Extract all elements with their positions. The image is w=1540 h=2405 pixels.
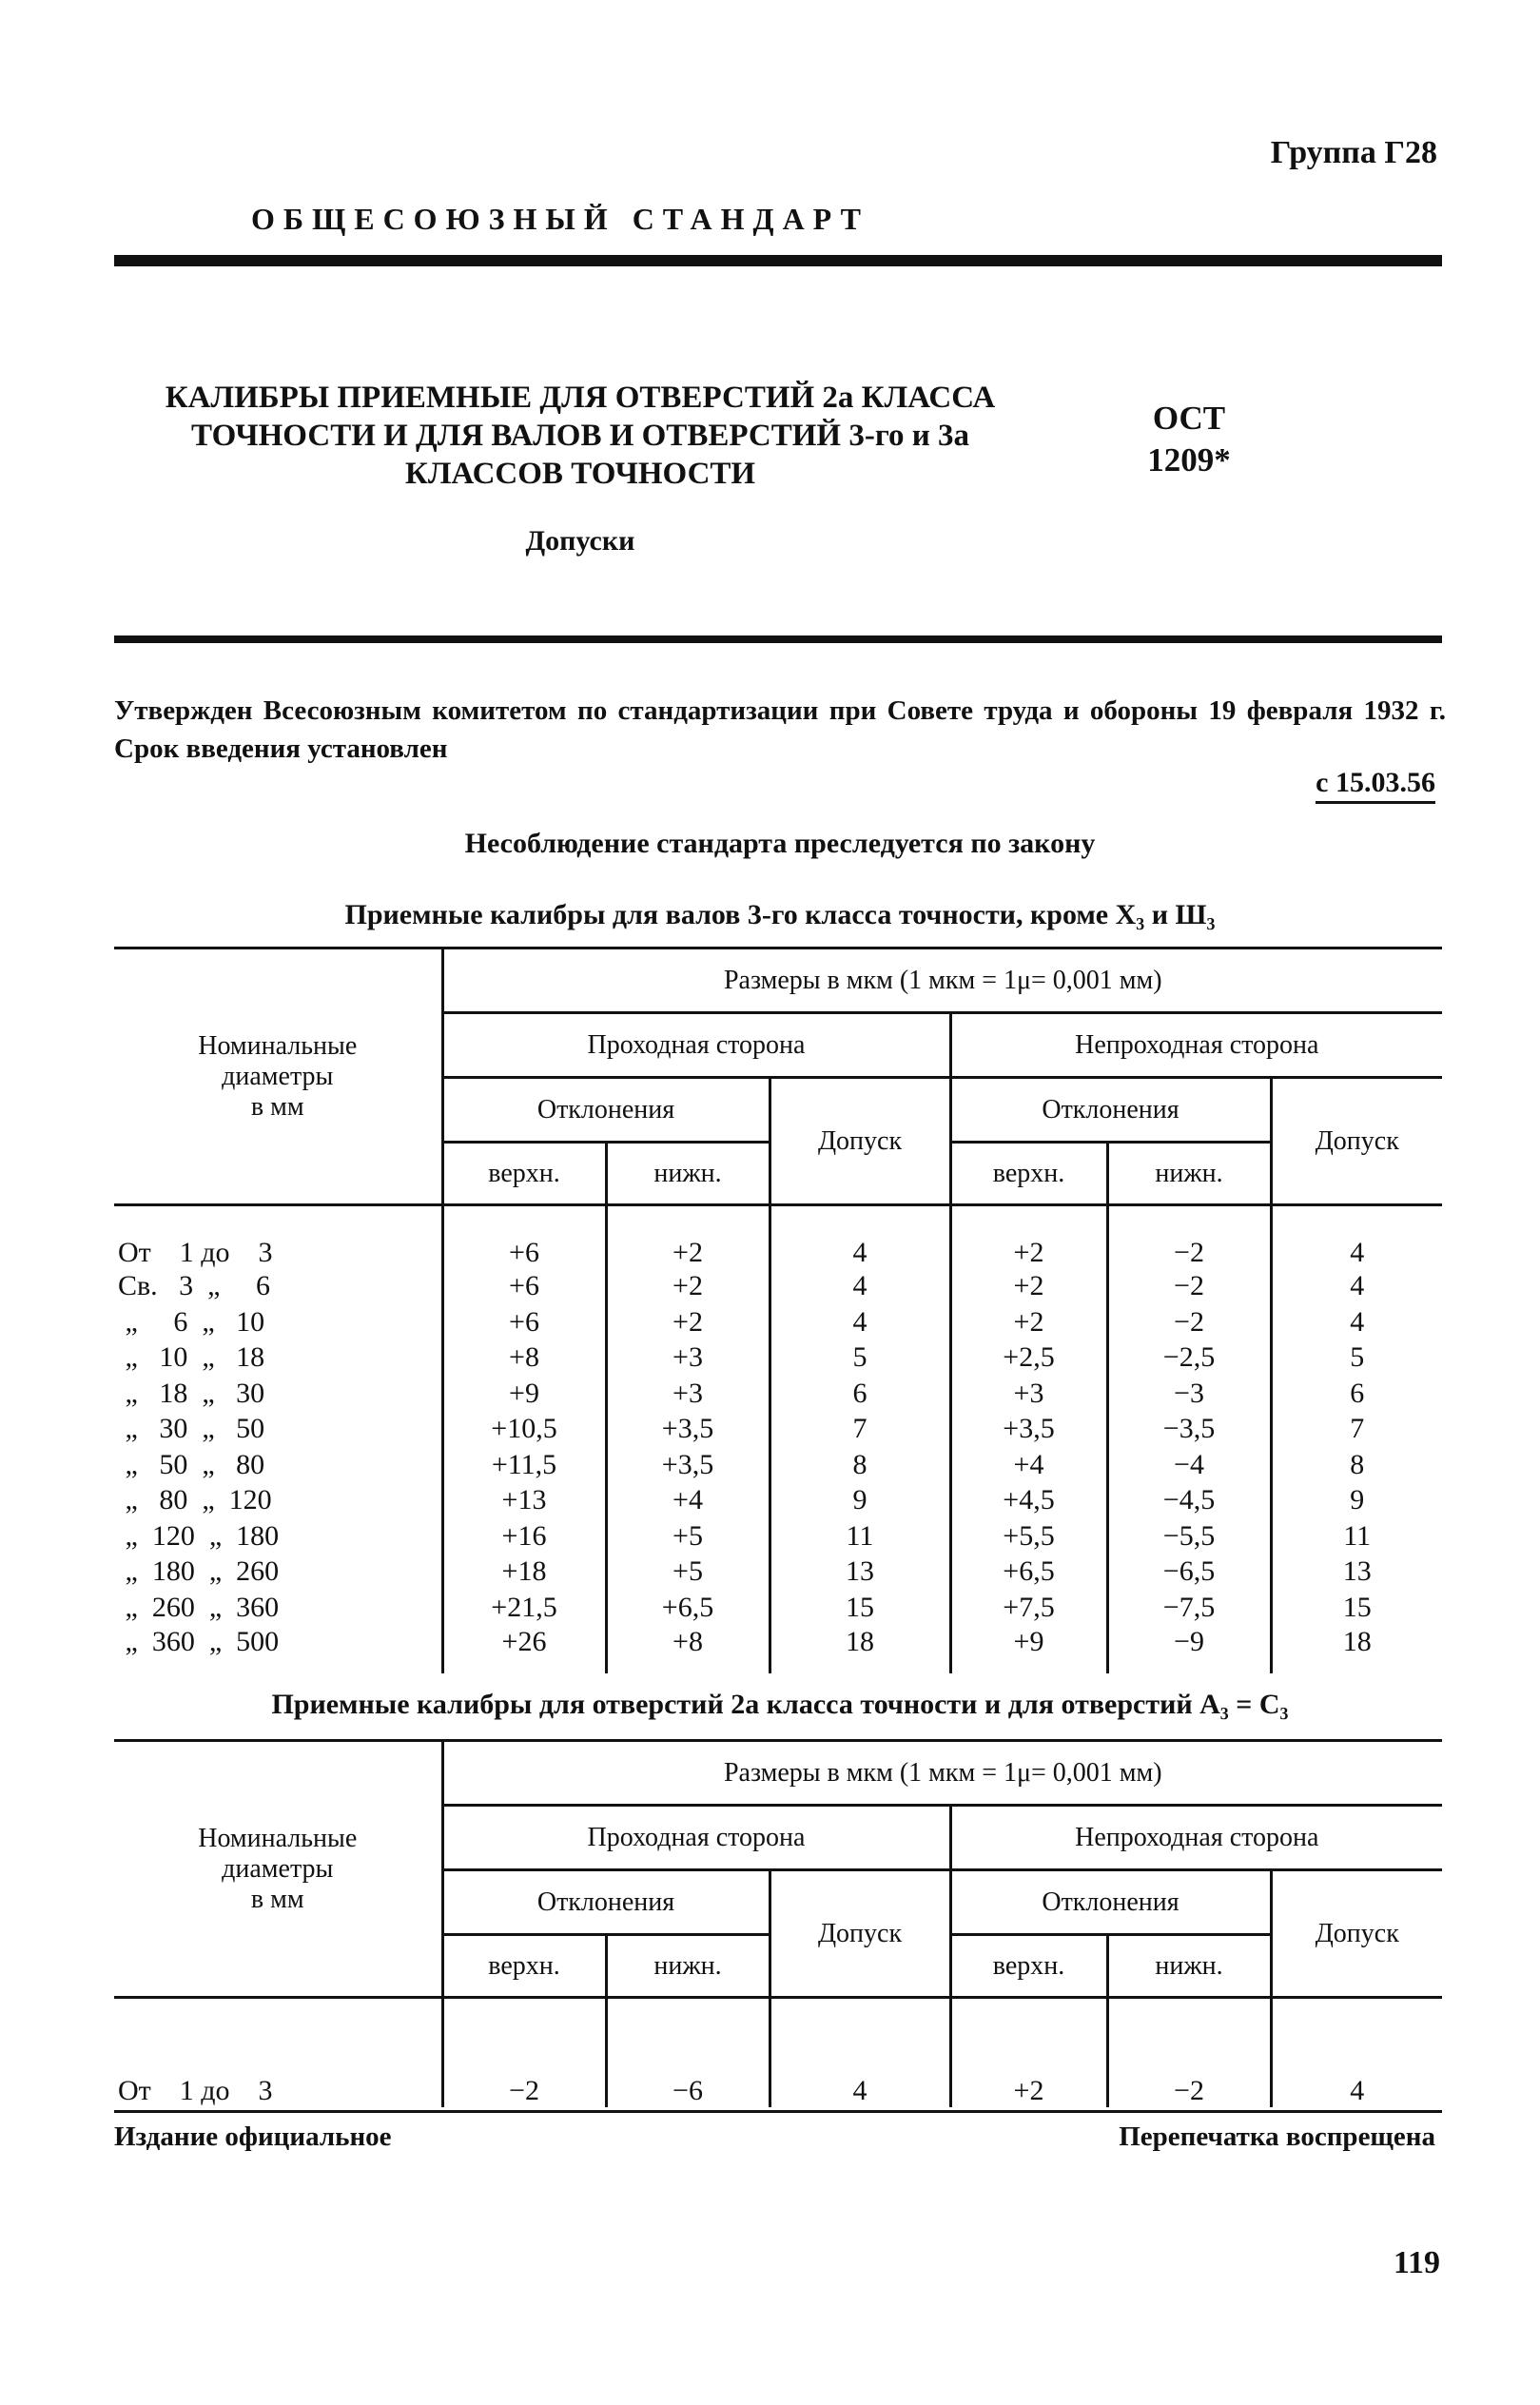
approval-text: Утвержден Всесоюзным комитетом по стандартизации при Совете труда и обороны 19 февраля 1932 г. Срок введения установлен	[114, 695, 1446, 764]
value-cell: 15	[1271, 1590, 1442, 1626]
go-side-header: Проходная сторона	[442, 1806, 950, 1870]
value-cell: 13	[1271, 1554, 1442, 1591]
deviations-header: Отклонения	[442, 1870, 770, 1935]
upper-header: верхн.	[950, 1935, 1107, 1998]
value-cell: 7	[1271, 1412, 1442, 1448]
diameter-range-cell: „ 6 „ 10	[118, 1305, 265, 1338]
value-cell: +6	[442, 1205, 606, 1269]
page-number: 119	[1393, 2245, 1440, 2280]
value-cell: −3,5	[1107, 1412, 1271, 1448]
top-thick-rule	[114, 255, 1442, 266]
value-cell: 4	[1271, 1269, 1442, 1305]
diameter-range-cell: „ 18 „ 30	[118, 1377, 265, 1409]
value-cell: 7	[770, 1412, 950, 1448]
reprint-prohibited-note: Перепечатка воспрещена	[1119, 2121, 1435, 2152]
value-cell: +2	[950, 1269, 1107, 1305]
value-cell: +16	[442, 1518, 606, 1554]
upper-header: верхн.	[442, 1143, 606, 1205]
value-cell: +9	[950, 1626, 1107, 1673]
value-cell: +2,5	[950, 1340, 1107, 1377]
deviations-header: Отклонения	[950, 1078, 1271, 1143]
value-cell: 4	[770, 1304, 950, 1340]
value-cell: 11	[770, 1518, 950, 1554]
value-cell: 18	[770, 1626, 950, 1673]
diameter-range-cell: „ 30 „ 50	[118, 1413, 265, 1445]
document-title	[152, 379, 1008, 493]
table-row	[114, 1590, 1442, 1626]
value-cell: +2	[950, 1205, 1107, 1269]
tolerance-header: Допуск	[1271, 1078, 1442, 1205]
value-cell: +26	[442, 1626, 606, 1673]
diameter-range-cell: „ 120 „ 180	[118, 1519, 280, 1552]
value-cell: +8	[606, 1626, 770, 1673]
value-cell: +4,5	[950, 1483, 1107, 1519]
value-cell: +18	[442, 1554, 606, 1591]
value-cell: +3,5	[606, 1447, 770, 1483]
value-cell: +6,5	[950, 1554, 1107, 1591]
table-row	[114, 1483, 1442, 1519]
table1-body	[114, 1205, 1442, 1673]
title-line: КАЛИБРЫ ПРИЕМНЫЕ ДЛЯ ОТВЕРСТИЙ 2а КЛАССА	[165, 381, 996, 415]
table2-caption: Приемные калибры для отверстий 2а класса точности и для отверстий А₃ = С₃	[271, 1689, 1289, 1720]
value-cell: 4	[770, 1998, 950, 2107]
value-cell: 4	[770, 1269, 950, 1305]
group-code: Группа Г28	[1270, 135, 1437, 170]
standard-code	[1094, 398, 1284, 481]
value-cell: 8	[770, 1447, 950, 1483]
go-side-header: Проходная сторона	[442, 1013, 950, 1078]
value-cell: +13	[442, 1483, 606, 1519]
value-cell: +7,5	[950, 1590, 1107, 1626]
diameter-range-cell: „ 80 „ 120	[118, 1484, 272, 1516]
table1-caption: Приемные калибры для валов 3-го класса точности, кроме Х₃ и Ш₃	[344, 899, 1216, 930]
value-cell: +3,5	[950, 1412, 1107, 1448]
value-cell: +5	[606, 1518, 770, 1554]
value-cell: +3,5	[606, 1412, 770, 1448]
value-cell: +11,5	[442, 1447, 606, 1483]
value-cell: 4	[770, 1205, 950, 1269]
value-cell: 9	[1271, 1483, 1442, 1519]
nominal-diameters-header: Номинальные диаметры в мм	[114, 948, 442, 1205]
title-line: КЛАССОВ ТОЧНОСТИ	[404, 457, 756, 491]
value-cell: 5	[770, 1340, 950, 1377]
value-cell: −9	[1107, 1626, 1271, 1673]
value-cell: +4	[606, 1483, 770, 1519]
value-cell: 4	[1271, 1205, 1442, 1269]
table-row	[114, 1269, 1442, 1305]
upper-header: верхн.	[950, 1143, 1107, 1205]
value-cell: +6,5	[606, 1590, 770, 1626]
value-cell: −2	[1107, 1304, 1271, 1340]
value-cell: +2	[950, 1304, 1107, 1340]
table-row	[114, 1554, 1442, 1591]
value-cell: −6,5	[1107, 1554, 1271, 1591]
official-edition-note: Издание официальное	[114, 2121, 392, 2152]
value-cell: −2	[1107, 1269, 1271, 1305]
diameter-range-cell: „ 50 „ 80	[118, 1448, 265, 1480]
lower-header: нижн.	[1107, 1935, 1271, 1998]
value-cell: +2	[950, 1998, 1107, 2107]
title-rule	[114, 635, 1442, 643]
value-cell: +21,5	[442, 1590, 606, 1626]
title-line: ТОЧНОСТИ И ДЛЯ ВАЛОВ И ОТВЕРСТИЙ 3-го и 3а	[191, 419, 969, 453]
value-cell: −6	[606, 1998, 770, 2107]
table2	[114, 1739, 1442, 2107]
diameter-range-cell: „ 360 „ 500	[118, 1625, 280, 1657]
table-row	[114, 1340, 1442, 1377]
value-cell: −7,5	[1107, 1590, 1271, 1626]
value-cell: 18	[1271, 1626, 1442, 1673]
table-row	[114, 1376, 1442, 1412]
value-cell: +2	[606, 1269, 770, 1305]
table-row	[114, 1304, 1442, 1340]
standard-heading: ОБЩЕСОЮЗНЫЙ СТАНДАРТ	[251, 202, 869, 236]
diameter-range-cell: „ 10 „ 18	[118, 1341, 265, 1374]
deviations-header: Отклонения	[950, 1870, 1271, 1935]
value-cell: −2	[1107, 1205, 1271, 1269]
lower-header: нижн.	[1107, 1143, 1271, 1205]
value-cell: +8	[442, 1340, 606, 1377]
value-cell: +6	[442, 1304, 606, 1340]
upper-header: верхн.	[442, 1935, 606, 1998]
value-cell: 9	[770, 1483, 950, 1519]
sizes-header: Размеры в мкм (1 мкм = 1μ= 0,001 мм)	[442, 1741, 1442, 1806]
table-row	[114, 1998, 1442, 2107]
footer-rule	[114, 2110, 1442, 2113]
table-row	[114, 1205, 1442, 1269]
value-cell: −4,5	[1107, 1483, 1271, 1519]
tolerance-header: Допуск	[770, 1078, 950, 1205]
table-row	[114, 1447, 1442, 1483]
diameter-range-cell: От 1 до 3	[118, 2074, 273, 2106]
lower-header: нижн.	[606, 1935, 770, 1998]
table2-body	[114, 1998, 1442, 2107]
diameter-range-cell: „ 180 „ 260	[118, 1555, 280, 1588]
lower-header: нижн.	[606, 1143, 770, 1205]
value-cell: 8	[1271, 1447, 1442, 1483]
tolerance-header: Допуск	[770, 1870, 950, 1998]
value-cell: +5	[606, 1554, 770, 1591]
deviations-header: Отклонения	[442, 1078, 770, 1143]
value-cell: 5	[1271, 1340, 1442, 1377]
code-line: 1209*	[1147, 441, 1231, 479]
value-cell: −3	[1107, 1376, 1271, 1412]
value-cell: +9	[442, 1376, 606, 1412]
subtitle: Допуски	[525, 525, 635, 557]
value-cell: +6	[442, 1269, 606, 1305]
value-cell: +3	[606, 1340, 770, 1377]
diameter-range-cell: Св. 3 „ 6	[118, 1270, 270, 1302]
effective-date: с 15.03.56	[1316, 767, 1435, 804]
tolerance-header: Допуск	[1271, 1870, 1442, 1998]
value-cell: −2,5	[1107, 1340, 1271, 1377]
value-cell: 13	[770, 1554, 950, 1591]
value-cell: +2	[606, 1304, 770, 1340]
value-cell: +10,5	[442, 1412, 606, 1448]
table-row	[114, 1412, 1442, 1448]
value-cell: +3	[606, 1376, 770, 1412]
value-cell: 11	[1271, 1518, 1442, 1554]
table-row	[114, 1518, 1442, 1554]
table1	[114, 947, 1442, 1673]
diameter-range-cell: „ 260 „ 360	[118, 1591, 280, 1623]
nominal-diameters-header: Номинальные диаметры в мм	[114, 1741, 442, 1998]
value-cell: +3	[950, 1376, 1107, 1412]
value-cell: −5,5	[1107, 1518, 1271, 1554]
value-cell: +4	[950, 1447, 1107, 1483]
nogo-side-header: Непроходная сторона	[950, 1013, 1442, 1078]
sizes-header: Размеры в мкм (1 мкм = 1μ= 0,001 мм)	[442, 948, 1442, 1013]
law-notice: Несоблюдение стандарта преследуется по закону	[464, 828, 1096, 859]
value-cell: −2	[1107, 1998, 1271, 2107]
nogo-side-header: Непроходная сторона	[950, 1806, 1442, 1870]
value-cell: 15	[770, 1590, 950, 1626]
value-cell: +5,5	[950, 1518, 1107, 1554]
code-line: ОСТ	[1152, 400, 1226, 437]
value-cell: 6	[770, 1376, 950, 1412]
diameter-range-cell: От 1 до 3	[118, 1236, 273, 1268]
value-cell: 6	[1271, 1376, 1442, 1412]
value-cell: 4	[1271, 1304, 1442, 1340]
value-cell: 4	[1271, 1998, 1442, 2107]
value-cell: +2	[606, 1205, 770, 1269]
table-row	[114, 1626, 1442, 1673]
value-cell: −2	[442, 1998, 606, 2107]
value-cell: −4	[1107, 1447, 1271, 1483]
